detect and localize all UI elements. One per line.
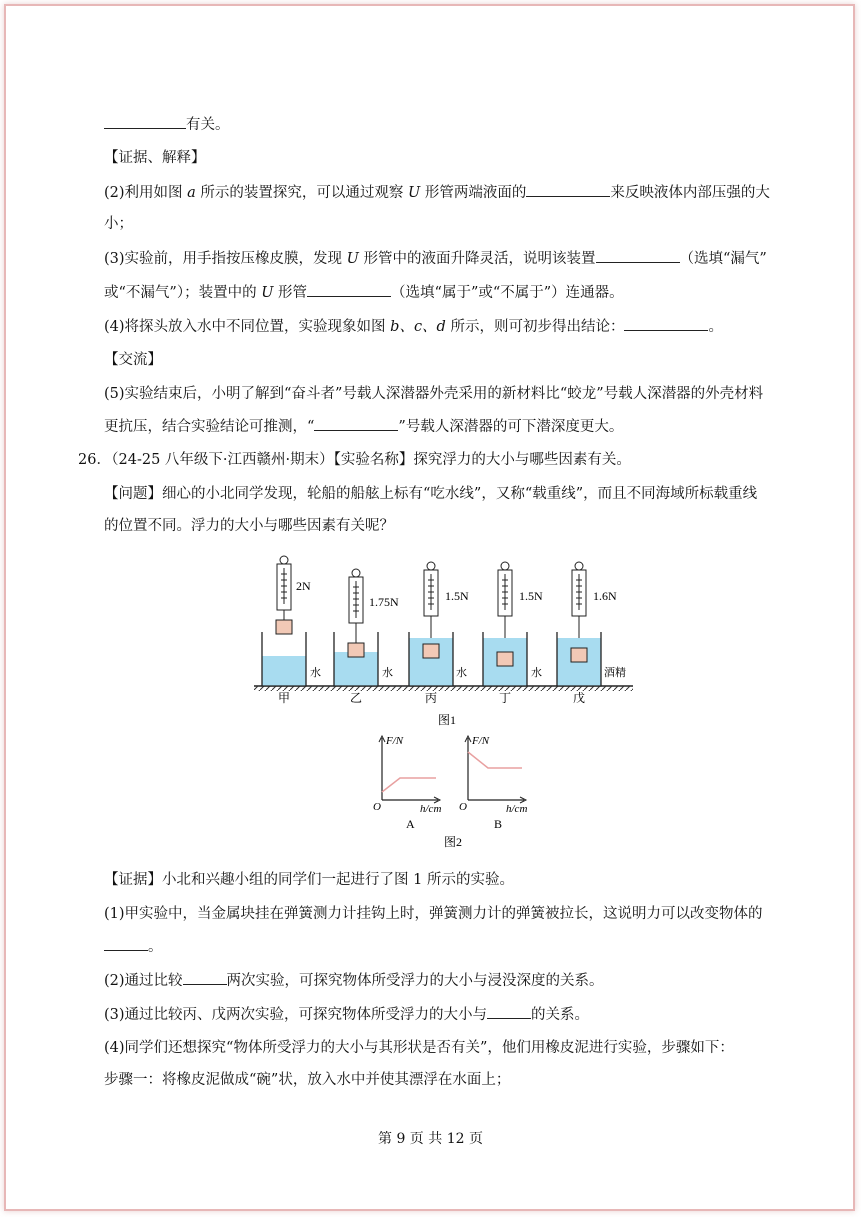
- question-2b: (2)通过比较 两次实验，可探究物体所受浮力的大小与浸没深度的关系。: [104, 970, 604, 991]
- step-one: 步骤一：将橡皮泥做成“碗”状，放入水中并使其漂浮在水面上；: [104, 1072, 511, 1088]
- figure-1-caption: 图1: [438, 713, 457, 727]
- section-heading-evidence-2: 【证据】小北和兴趣小组的同学们一起进行了图 1 所示的实验。: [104, 872, 514, 888]
- section-heading-evidence: 【证据、解释】: [104, 150, 206, 166]
- text-line: 或“不漏气”）；装置中的 U 形管 （选填“属于”或“不属于”）连通器。: [104, 282, 624, 303]
- question-3b: (3)通过比较丙、戊两次实验，可探究物体所受浮力的大小与 的关系。: [104, 1004, 589, 1025]
- graph-a-ylabel: F/N: [386, 735, 404, 747]
- graph-b-origin: O: [459, 801, 467, 813]
- question-4b: (4)同学们还想探究“物体所受浮力的大小与其形状是否有关”，他们用橡皮泥进行实验，步骤如下：: [104, 1040, 734, 1056]
- page-footer: 第 9 页 共 12 页: [378, 1131, 483, 1147]
- text-line: 。: [104, 936, 163, 957]
- question-1: (1)甲实验中，当金属块挂在弹簧测力计挂钩上时，弹簧测力计的弹簧被拉长，这说明力可以改变物体的: [104, 906, 763, 922]
- liquid-3: 水: [456, 667, 467, 679]
- label-wu: 戊: [573, 691, 586, 705]
- figure-2: [364, 732, 544, 852]
- reading-5: 1.6N: [593, 589, 617, 603]
- answer-blank[interactable]: [307, 282, 391, 297]
- graph-a-xlabel: h/cm: [420, 803, 442, 815]
- label-jia: 甲: [278, 691, 291, 705]
- setup-yi: [334, 569, 378, 686]
- answer-blank[interactable]: [314, 416, 398, 431]
- reading-1: 2N: [296, 579, 311, 593]
- label-yi: 乙: [350, 691, 363, 705]
- setup-wu: [557, 562, 601, 686]
- setup-jia: [262, 556, 306, 686]
- question-number: 26．: [78, 452, 111, 468]
- text-line: 的位置不同。浮力的大小与哪些因素有关呢？: [104, 518, 394, 534]
- label-bing: 丙: [425, 691, 438, 705]
- answer-blank[interactable]: [104, 114, 186, 129]
- text-line: 小；: [104, 216, 133, 232]
- section-heading-exchange: 【交流】: [104, 352, 162, 368]
- graph-b-label: B: [494, 817, 503, 831]
- answer-blank[interactable]: [487, 1004, 531, 1019]
- question-3: (3)实验前，用手指按压橡皮膜，发现 U 形管中的液面升降灵活，说明该装置 （选填“漏气”: [104, 248, 767, 269]
- graph-b-ylabel: F/N: [472, 735, 490, 747]
- reading-3: 1.5N: [445, 589, 469, 603]
- answer-blank[interactable]: [104, 936, 148, 951]
- figure-1: [248, 552, 638, 730]
- liquid-1: 水: [310, 667, 321, 679]
- answer-blank[interactable]: [624, 316, 708, 331]
- graph-a-origin: O: [373, 801, 381, 813]
- text-line: 有关。: [104, 114, 230, 135]
- label-ding: 丁: [499, 691, 512, 705]
- question-4: (4)将探头放入水中不同位置，实验现象如图 b、c、d 所示，则可初步得出结论： 。: [104, 316, 723, 337]
- reading-2: 1.75N: [369, 595, 399, 609]
- text-line: 更抗压，结合实验结论可推测，“ ”号载人深潜器的可下潜深度更大。: [104, 416, 623, 437]
- answer-blank[interactable]: [596, 248, 680, 263]
- liquid-4: 水: [531, 667, 542, 679]
- figure-2-caption: 图2: [444, 835, 463, 849]
- liquid-2: 水: [382, 667, 393, 679]
- question-2: (2)利用如图 a 所示的装置探究，可以通过观察 U 形管两端液面的 来反映液体内部压强的大: [104, 182, 770, 203]
- question-26-title: （24-25 八年级下·江西赣州·期末）【实验名称】探究浮力的大小与哪些因素有关。: [104, 452, 631, 468]
- graph-b-xlabel: h/cm: [506, 803, 528, 815]
- liquid-5: 酒精: [604, 667, 626, 679]
- text-line: 【问题】细心的小北同学发现，轮船的船舷上标有“吃水线”，又称“载重线”，而且不同海域所标载重线: [104, 486, 758, 502]
- setup-bing: [409, 562, 453, 686]
- reading-4: 1.5N: [519, 589, 543, 603]
- answer-blank[interactable]: [183, 970, 227, 985]
- question-5: (5)实验结束后，小明了解到“奋斗者”号载人深潜器外壳采用的新材料比“蛟龙”号载人深潜器的外壳材料: [104, 386, 764, 402]
- setup-ding: [483, 562, 527, 686]
- answer-blank[interactable]: [526, 182, 610, 197]
- graph-a-label: A: [406, 817, 415, 831]
